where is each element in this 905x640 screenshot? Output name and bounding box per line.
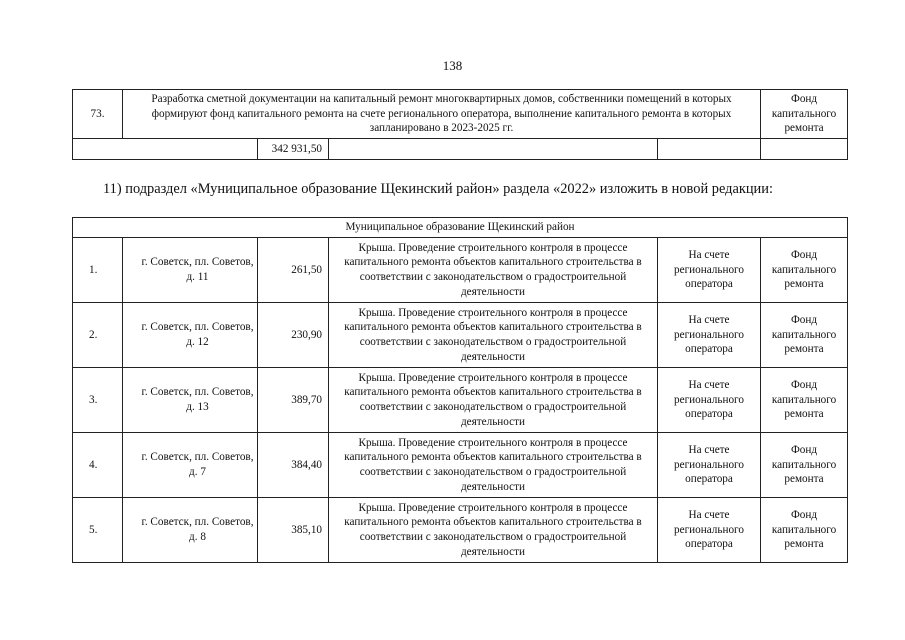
row-work: Крыша. Проведение строительного контроля в процессе капитального ремонта объектов капитального строительства в соответствии с законодательством о градостроительной деятельности	[329, 368, 658, 433]
row-number: 1.	[73, 238, 123, 303]
row-number: 4.	[73, 433, 123, 498]
row-fund: Фонд капитального ремонта	[761, 498, 848, 563]
table-row	[73, 238, 848, 303]
row-description: Разработка сметной документации на капитальный ремонт многоквартирных домов, собственники помещений в которых формируют фонд капитального ремонта на счете регионального оператора, выполнение капитального ремонта в которых запланировано в 2023-2025 гг.	[123, 90, 761, 139]
row-address: г. Советск, пл. Советов, д. 8	[123, 498, 258, 563]
row-cost: 385,10	[258, 498, 329, 563]
page-number: 138	[442, 58, 463, 73]
row-fund: Фонд капитального ремонта	[761, 238, 848, 303]
previous-section-table	[72, 89, 848, 160]
row-address: г. Советск, пл. Советов, д. 11	[123, 238, 258, 303]
municipality-table	[72, 217, 848, 563]
table-row	[73, 303, 848, 368]
row-account: На счете регионального оператора	[658, 368, 761, 433]
table-row	[73, 90, 848, 139]
empty-cell	[761, 139, 848, 160]
row-account: На счете регионального оператора	[658, 433, 761, 498]
row-account: На счете регионального оператора	[658, 238, 761, 303]
empty-cell	[658, 139, 761, 160]
row-number: 5.	[73, 498, 123, 563]
table-row	[73, 498, 848, 563]
row-fund: Фонд капитального ремонта	[761, 303, 848, 368]
row-cost: 261,50	[258, 238, 329, 303]
row-account: На счете регионального оператора	[658, 303, 761, 368]
table-header-row	[73, 218, 848, 238]
row-number: 2.	[73, 303, 123, 368]
row-address: г. Советск, пл. Советов, д. 12	[123, 303, 258, 368]
row-cost: 389,70	[258, 368, 329, 433]
section-instruction: 11) подраздел «Муниципальное образование Щекинский район» раздела «2022» изложить в новой редакции:	[103, 181, 773, 197]
row-address: г. Советск, пл. Советов, д. 13	[123, 368, 258, 433]
row-fund: Фонд капитального ремонта	[761, 368, 848, 433]
empty-cell	[329, 139, 658, 160]
row-fund: Фонд капитального ремонта	[761, 433, 848, 498]
row-work: Крыша. Проведение строительного контроля в процессе капитального ремонта объектов капитального строительства в соответствии с законодательством о градостроительной деятельности	[329, 303, 658, 368]
row-work: Крыша. Проведение строительного контроля в процессе капитального ремонта объектов капитального строительства в соответствии с законодательством о градостроительной деятельности	[329, 433, 658, 498]
row-work: Крыша. Проведение строительного контроля в процессе капитального ремонта объектов капитального строительства в соответствии с законодательством о градостроительной деятельности	[329, 498, 658, 563]
table-row	[73, 368, 848, 433]
row-account: На счете регионального оператора	[658, 498, 761, 563]
row-number: 73.	[73, 90, 123, 139]
row-work: Крыша. Проведение строительного контроля в процессе капитального ремонта объектов капитального строительства в соответствии с законодательством о градостроительной деятельности	[329, 238, 658, 303]
row-number: 3.	[73, 368, 123, 433]
table-header: Муниципальное образование Щекинский район	[73, 218, 848, 238]
row-fund: Фонд капитального ремонта	[761, 90, 848, 139]
empty-cell	[73, 139, 258, 160]
row-cost: 342 931,50	[258, 139, 329, 160]
row-cost: 384,40	[258, 433, 329, 498]
row-cost: 230,90	[258, 303, 329, 368]
table-row	[73, 433, 848, 498]
table-row	[73, 139, 848, 160]
row-address: г. Советск, пл. Советов, д. 7	[123, 433, 258, 498]
